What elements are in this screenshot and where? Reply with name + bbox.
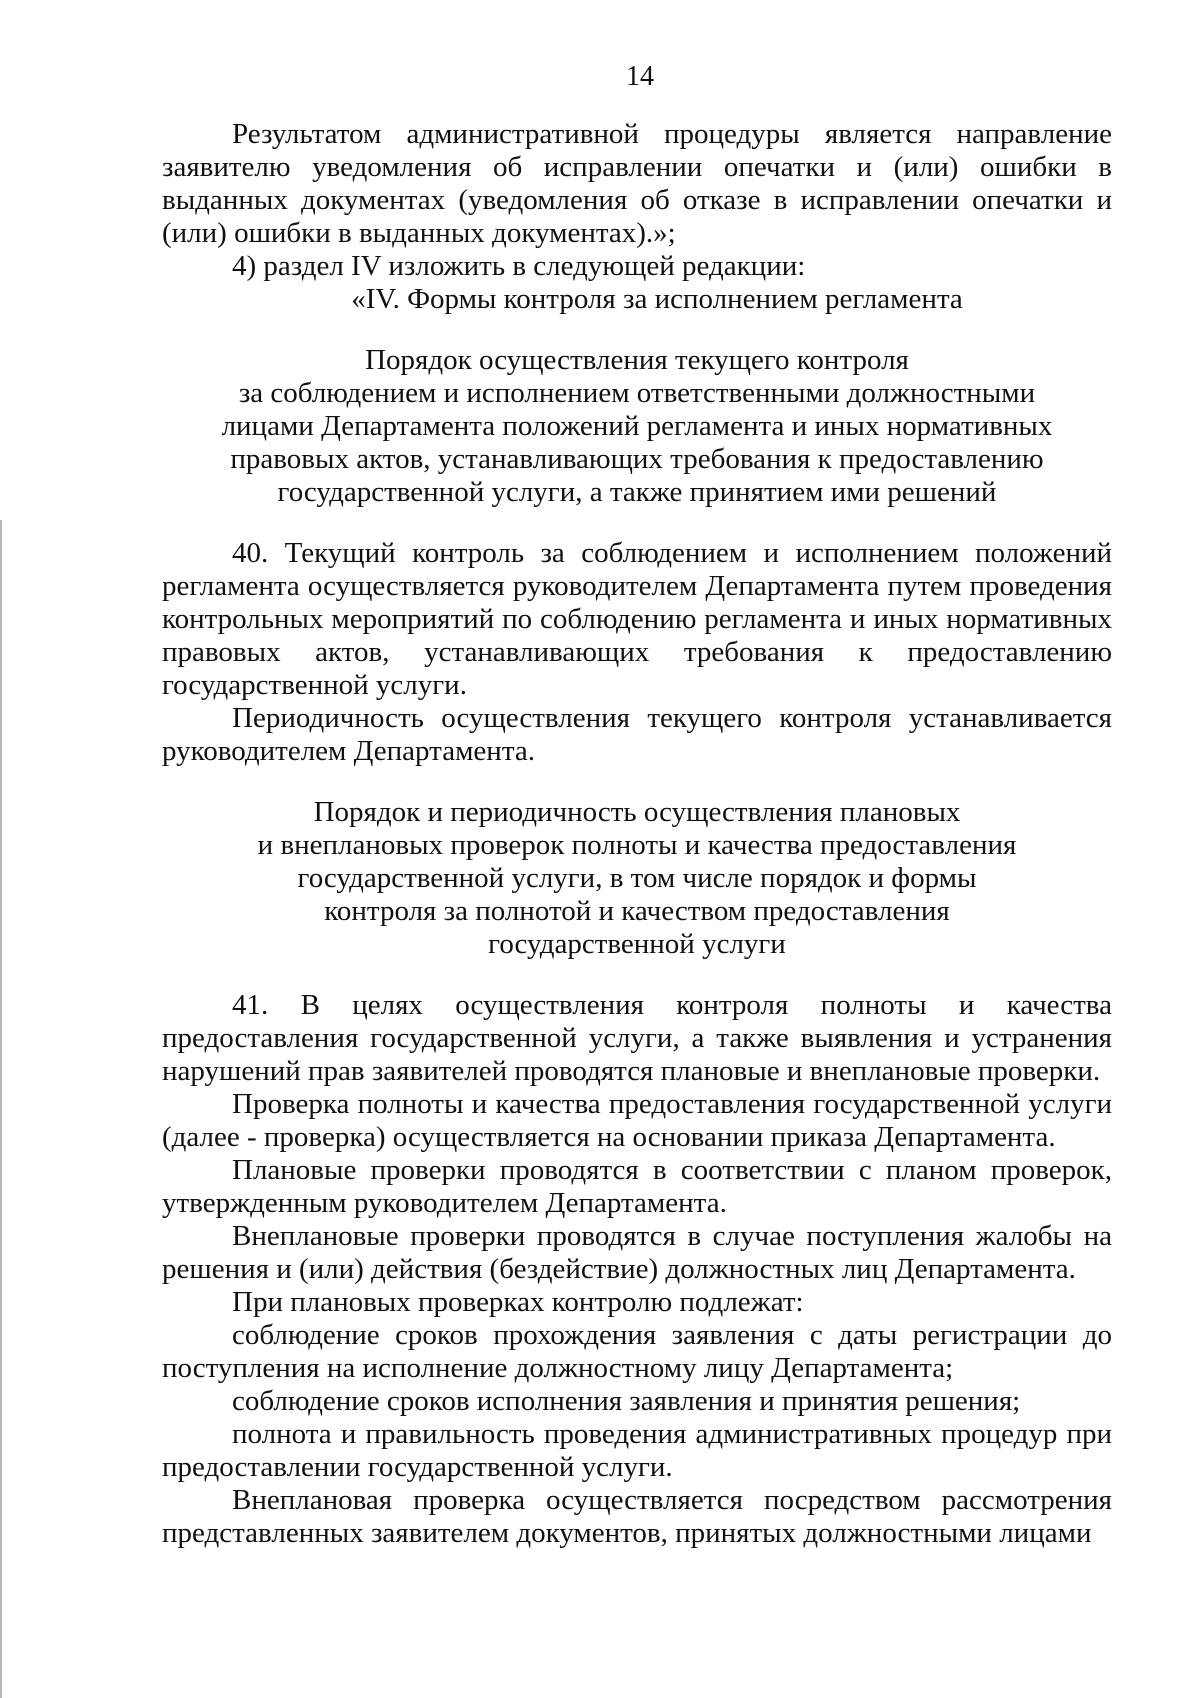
heading-line: и внеплановых проверок полноты и качества предоставления (257, 829, 1017, 861)
paragraph-result: Результатом административной процедуры является направление заявителю уведомления об исправлении опечатки и (или) ошибки в выданных документах (уведомления об отказе в исправлении опечатки и (или) ошибки в выданных документах).»; (162, 118, 1112, 249)
paragraph-unplanned-checks: Внеплановые проверки проводятся в случае поступления жалобы на решения и (или) действия (бездействие) должностных лиц Департамента. (162, 1220, 1112, 1285)
list-item-registration-terms: соблюдение сроков прохождения заявления с даты регистрации до поступления на исполнение должностному лицу Департамента; (162, 1319, 1112, 1384)
paragraph-control-subjects: При плановых проверках контролю подлежат: (232, 1286, 804, 1318)
list-item-execution-terms: соблюдение сроков исполнения заявления и принятия решения; (232, 1385, 1021, 1417)
heading-line: правовых актов, устанавливающих требования к предоставлению (230, 443, 1044, 475)
page-number: 14 (626, 61, 654, 92)
heading-line: Порядок осуществления текущего контроля (365, 344, 909, 376)
paragraph-41: 41. В целях осуществления контроля полноты и качества предоставления государственной услуги, а также выявления и устранения нарушений прав заявителей проводятся плановые и внеплановые проверки. (162, 989, 1112, 1087)
paragraph-section-iv-intro: 4) раздел IV изложить в следующей редакции: (232, 250, 806, 282)
heading-line: лицами Департамента положений регламента и иных нормативных (221, 410, 1053, 442)
heading-line: контроля за полнотой и качеством предоставления (324, 895, 950, 927)
paragraph-unplanned-method: Внеплановая проверка осуществляется посредством рассмотрения представленных заявителем документов, принятых должностными лицами (162, 1484, 1112, 1549)
heading-line: государственной услуги, в том числе порядок и формы (297, 862, 977, 894)
list-item-procedure-completeness: полнота и правильность проведения административных процедур при предоставлении государственной услуги. (162, 1418, 1112, 1483)
heading-line: за соблюдением и исполнением ответственными должностными (238, 377, 1036, 409)
paragraph-planned-checks: Плановые проверки проводятся в соответствии с планом проверок, утвержденным руководителем Департамента. (162, 1154, 1112, 1219)
paragraph-periodicity: Периодичность осуществления текущего контроля устанавливается руководителем Департамента. (162, 702, 1112, 767)
section-title: «IV. Формы контроля за исполнением регламента (351, 283, 963, 315)
heading-inspections (162, 796, 1112, 961)
scan-edge-line (0, 520, 2, 1698)
heading-line: государственной услуги, а также принятием ими решений (277, 476, 997, 508)
paragraph-40: 40. Текущий контроль за соблюдением и исполнением положений регламента осуществляется руководителем Департамента путем проведения контрольных мероприятий по соблюдению регламента и иных нормативных правовых актов, устанавливающих требования к предоставлению государственной услуги. (162, 537, 1112, 701)
heading-line: Порядок и периодичность осуществления плановых (313, 796, 961, 828)
document-body (162, 118, 1112, 1550)
paragraph-check-basis: Проверка полноты и качества предоставления государственной услуги (далее - проверка) осуществляется на основании приказа Департамента. (162, 1088, 1112, 1153)
heading-current-control (162, 344, 1112, 509)
heading-line: государственной услуги (488, 928, 786, 960)
